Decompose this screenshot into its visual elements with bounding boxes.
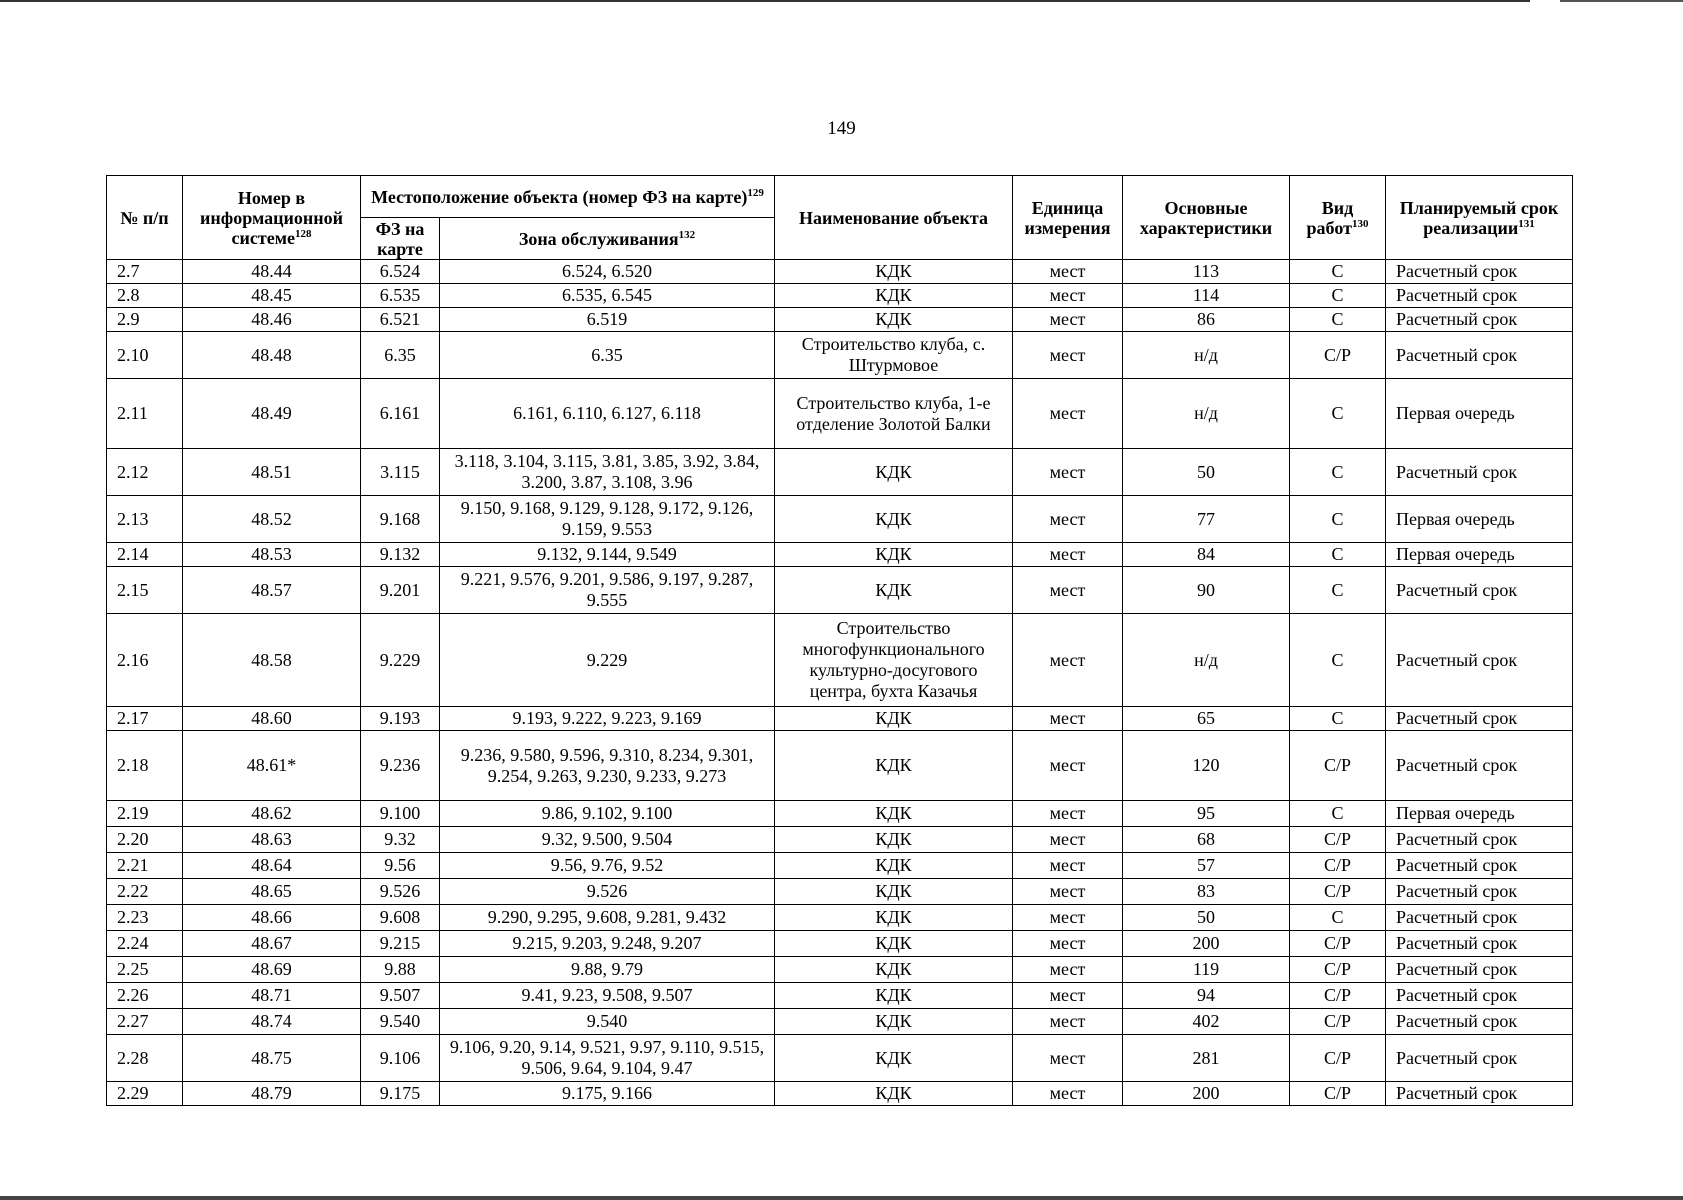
cell-num: 2.19 [107, 801, 183, 827]
cell-service-zone: 9.229 [440, 614, 775, 707]
cell-fz-on-map: 6.35 [361, 332, 440, 379]
cell-num: 2.27 [107, 1009, 183, 1035]
cell-work-type: С [1290, 449, 1386, 496]
cell-characteristics: 281 [1123, 1035, 1290, 1082]
cell-info-number: 48.63 [183, 827, 361, 853]
cell-work-type: С [1290, 707, 1386, 731]
cell-num: 2.29 [107, 1082, 183, 1106]
header-work-type-footnote: 130 [1351, 217, 1369, 230]
cell-unit: мест [1013, 707, 1123, 731]
cell-object-name: КДК [775, 731, 1013, 801]
cell-num: 2.10 [107, 332, 183, 379]
header-num: № п/п [107, 176, 183, 260]
page-number: 149 [827, 118, 856, 139]
header-location-label: Местоположение объекта (номер ФЗ на карте) [371, 186, 748, 207]
cell-service-zone: 9.193, 9.222, 9.223, 9.169 [440, 707, 775, 731]
cell-fz-on-map: 9.132 [361, 543, 440, 567]
table-row [107, 614, 1573, 707]
cell-fz-on-map: 6.521 [361, 308, 440, 332]
table-row [107, 731, 1573, 801]
cell-unit: мест [1013, 1082, 1123, 1106]
cell-info-number: 48.64 [183, 853, 361, 879]
cell-work-type: С [1290, 284, 1386, 308]
cell-fz-on-map: 9.236 [361, 731, 440, 801]
cell-fz-on-map: 9.540 [361, 1009, 440, 1035]
table-row [107, 931, 1573, 957]
cell-unit: мест [1013, 379, 1123, 449]
cell-planned-term: Расчетный срок [1386, 707, 1573, 731]
cell-num: 2.18 [107, 731, 183, 801]
header-service-zone-footnote: 132 [678, 228, 696, 241]
cell-planned-term: Расчетный срок [1386, 853, 1573, 879]
table-row [107, 1009, 1573, 1035]
cell-info-number: 48.66 [183, 905, 361, 931]
cell-fz-on-map: 6.524 [361, 260, 440, 284]
cell-info-number: 48.58 [183, 614, 361, 707]
cell-service-zone: 9.526 [440, 879, 775, 905]
cell-work-type: С [1290, 308, 1386, 332]
cell-planned-term: Первая очередь [1386, 543, 1573, 567]
cell-object-name: КДК [775, 879, 1013, 905]
cell-characteristics: 114 [1123, 284, 1290, 308]
cell-unit: мест [1013, 308, 1123, 332]
cell-unit: мест [1013, 879, 1123, 905]
cell-fz-on-map: 9.201 [361, 567, 440, 614]
cell-info-number: 48.45 [183, 284, 361, 308]
cell-unit: мест [1013, 827, 1123, 853]
cell-fz-on-map: 9.215 [361, 931, 440, 957]
table-row [107, 905, 1573, 931]
header-characteristics: Основные характеристики [1123, 176, 1290, 260]
cell-unit: мест [1013, 983, 1123, 1009]
header-location [361, 176, 775, 218]
cell-unit: мест [1013, 614, 1123, 707]
cell-unit: мест [1013, 731, 1123, 801]
cell-object-name: КДК [775, 905, 1013, 931]
cell-planned-term: Расчетный срок [1386, 731, 1573, 801]
cell-object-name: КДК [775, 1082, 1013, 1106]
cell-planned-term: Расчетный срок [1386, 449, 1573, 496]
table-row [107, 707, 1573, 731]
cell-work-type: С/Р [1290, 731, 1386, 801]
cell-num: 2.16 [107, 614, 183, 707]
cell-characteristics: 200 [1123, 931, 1290, 957]
cell-fz-on-map: 9.608 [361, 905, 440, 931]
cell-unit: мест [1013, 801, 1123, 827]
cell-characteristics: 65 [1123, 707, 1290, 731]
cell-fz-on-map: 9.507 [361, 983, 440, 1009]
cell-info-number: 48.46 [183, 308, 361, 332]
table-row [107, 879, 1573, 905]
cell-unit: мест [1013, 853, 1123, 879]
cell-num: 2.7 [107, 260, 183, 284]
cell-fz-on-map: 6.535 [361, 284, 440, 308]
cell-service-zone: 9.150, 9.168, 9.129, 9.128, 9.172, 9.126, 9.159, 9.553 [440, 496, 775, 543]
cell-service-zone: 9.290, 9.295, 9.608, 9.281, 9.432 [440, 905, 775, 931]
cell-planned-term: Расчетный срок [1386, 827, 1573, 853]
cell-planned-term: Расчетный срок [1386, 614, 1573, 707]
cell-work-type: С [1290, 801, 1386, 827]
cell-characteristics: 57 [1123, 853, 1290, 879]
header-info-number [183, 176, 361, 260]
cell-object-name: КДК [775, 284, 1013, 308]
cell-info-number: 48.49 [183, 379, 361, 449]
cell-work-type: С/Р [1290, 957, 1386, 983]
cell-characteristics: 50 [1123, 905, 1290, 931]
cell-info-number: 48.62 [183, 801, 361, 827]
cell-work-type: С/Р [1290, 931, 1386, 957]
cell-work-type: С [1290, 567, 1386, 614]
cell-info-number: 48.71 [183, 983, 361, 1009]
cell-num: 2.24 [107, 931, 183, 957]
cell-service-zone: 3.118, 3.104, 3.115, 3.81, 3.85, 3.92, 3.84, 3.200, 3.87, 3.108, 3.96 [440, 449, 775, 496]
table-row [107, 260, 1573, 284]
header-service-zone-label: Зона обслуживания [518, 228, 679, 249]
cell-object-name: КДК [775, 931, 1013, 957]
cell-work-type: С/Р [1290, 827, 1386, 853]
table-row [107, 853, 1573, 879]
cell-work-type: С/Р [1290, 1082, 1386, 1106]
header-service-zone [440, 218, 775, 260]
cell-object-name: КДК [775, 801, 1013, 827]
cell-service-zone: 6.35 [440, 332, 775, 379]
cell-service-zone: 6.524, 6.520 [440, 260, 775, 284]
cell-planned-term: Расчетный срок [1386, 931, 1573, 957]
cell-object-name: КДК [775, 853, 1013, 879]
bottom-scan-edge [0, 1196, 1683, 1200]
cell-info-number: 48.61* [183, 731, 361, 801]
cell-service-zone: 6.535, 6.545 [440, 284, 775, 308]
cell-fz-on-map: 9.168 [361, 496, 440, 543]
cell-info-number: 48.48 [183, 332, 361, 379]
cell-planned-term: Расчетный срок [1386, 332, 1573, 379]
cell-characteristics: 120 [1123, 731, 1290, 801]
cell-num: 2.22 [107, 879, 183, 905]
cell-object-name: КДК [775, 260, 1013, 284]
cell-info-number: 48.52 [183, 496, 361, 543]
cell-object-name: КДК [775, 957, 1013, 983]
cell-service-zone: 9.106, 9.20, 9.14, 9.521, 9.97, 9.110, 9.515, 9.506, 9.64, 9.104, 9.47 [440, 1035, 775, 1082]
cell-work-type: С [1290, 379, 1386, 449]
cell-num: 2.9 [107, 308, 183, 332]
cell-num: 2.11 [107, 379, 183, 449]
table-row [107, 308, 1573, 332]
cell-num: 2.25 [107, 957, 183, 983]
cell-work-type: С/Р [1290, 332, 1386, 379]
cell-characteristics: н/д [1123, 379, 1290, 449]
cell-object-name: Строительство клуба, с. Штурмовое [775, 332, 1013, 379]
cell-num: 2.14 [107, 543, 183, 567]
header-planned-term-footnote: 131 [1518, 217, 1535, 230]
cell-planned-term: Расчетный срок [1386, 957, 1573, 983]
cell-num: 2.8 [107, 284, 183, 308]
cell-object-name: КДК [775, 496, 1013, 543]
objects-table [106, 175, 1573, 1106]
cell-service-zone: 9.56, 9.76, 9.52 [440, 853, 775, 879]
cell-planned-term: Первая очередь [1386, 496, 1573, 543]
cell-work-type: С/Р [1290, 1035, 1386, 1082]
cell-characteristics: 77 [1123, 496, 1290, 543]
top-scan-edge [0, 0, 1530, 2]
cell-object-name: КДК [775, 567, 1013, 614]
cell-characteristics: н/д [1123, 332, 1290, 379]
cell-characteristics: н/д [1123, 614, 1290, 707]
table-row [107, 332, 1573, 379]
cell-service-zone: 9.221, 9.576, 9.201, 9.586, 9.197, 9.287, 9.555 [440, 567, 775, 614]
cell-service-zone: 9.175, 9.166 [440, 1082, 775, 1106]
cell-fz-on-map: 9.32 [361, 827, 440, 853]
cell-service-zone: 6.519 [440, 308, 775, 332]
cell-object-name: КДК [775, 983, 1013, 1009]
cell-characteristics: 84 [1123, 543, 1290, 567]
cell-object-name: Строительство клуба, 1-е отделение Золотой Балки [775, 379, 1013, 449]
cell-characteristics: 83 [1123, 879, 1290, 905]
cell-num: 2.28 [107, 1035, 183, 1082]
cell-planned-term: Расчетный срок [1386, 308, 1573, 332]
cell-work-type: С/Р [1290, 879, 1386, 905]
header-object-name: Наименование объекта [775, 176, 1013, 260]
cell-info-number: 48.74 [183, 1009, 361, 1035]
cell-service-zone: 9.540 [440, 1009, 775, 1035]
cell-unit: мест [1013, 543, 1123, 567]
table-header [107, 176, 1573, 260]
cell-service-zone: 6.161, 6.110, 6.127, 6.118 [440, 379, 775, 449]
cell-object-name: КДК [775, 1035, 1013, 1082]
header-info-number-footnote: 128 [294, 227, 312, 240]
cell-characteristics: 90 [1123, 567, 1290, 614]
cell-planned-term: Расчетный срок [1386, 260, 1573, 284]
table-row [107, 567, 1573, 614]
top-scan-edge-right [1560, 0, 1683, 2]
cell-fz-on-map: 9.100 [361, 801, 440, 827]
cell-work-type: С/Р [1290, 1009, 1386, 1035]
cell-unit: мест [1013, 260, 1123, 284]
cell-info-number: 48.67 [183, 931, 361, 957]
cell-num: 2.13 [107, 496, 183, 543]
cell-num: 2.26 [107, 983, 183, 1009]
cell-fz-on-map: 9.193 [361, 707, 440, 731]
cell-object-name: КДК [775, 308, 1013, 332]
cell-characteristics: 200 [1123, 1082, 1290, 1106]
cell-info-number: 48.51 [183, 449, 361, 496]
cell-info-number: 48.75 [183, 1035, 361, 1082]
cell-num: 2.23 [107, 905, 183, 931]
cell-info-number: 48.57 [183, 567, 361, 614]
table-row [107, 496, 1573, 543]
cell-object-name: КДК [775, 827, 1013, 853]
cell-object-name: Строительство многофункционального культурно-досугового центра, бухта Казачья [775, 614, 1013, 707]
cell-object-name: КДК [775, 449, 1013, 496]
cell-fz-on-map: 9.175 [361, 1082, 440, 1106]
cell-characteristics: 86 [1123, 308, 1290, 332]
table-row [107, 827, 1573, 853]
cell-info-number: 48.65 [183, 879, 361, 905]
cell-planned-term: Первая очередь [1386, 379, 1573, 449]
cell-service-zone: 9.215, 9.203, 9.248, 9.207 [440, 931, 775, 957]
header-location-footnote: 129 [747, 186, 764, 199]
header-fz-on-map: ФЗ на карте [361, 218, 440, 260]
cell-service-zone: 9.88, 9.79 [440, 957, 775, 983]
cell-characteristics: 94 [1123, 983, 1290, 1009]
table-row [107, 983, 1573, 1009]
cell-characteristics: 95 [1123, 801, 1290, 827]
cell-work-type: С [1290, 614, 1386, 707]
table-row [107, 1082, 1573, 1106]
header-planned-term-label: Планируемый срок реализации [1399, 197, 1559, 238]
cell-unit: мест [1013, 496, 1123, 543]
header-work-type-label: Вид работ [1306, 197, 1354, 238]
header-unit: Единица измерения [1013, 176, 1123, 260]
cell-planned-term: Расчетный срок [1386, 1082, 1573, 1106]
table-row [107, 801, 1573, 827]
table-row [107, 379, 1573, 449]
cell-fz-on-map: 6.161 [361, 379, 440, 449]
table-row [107, 284, 1573, 308]
cell-planned-term: Расчетный срок [1386, 567, 1573, 614]
cell-work-type: С [1290, 260, 1386, 284]
cell-planned-term: Первая очередь [1386, 801, 1573, 827]
cell-num: 2.21 [107, 853, 183, 879]
table-body [107, 260, 1573, 1106]
cell-characteristics: 119 [1123, 957, 1290, 983]
cell-work-type: С [1290, 905, 1386, 931]
table-row [107, 1035, 1573, 1082]
cell-fz-on-map: 9.88 [361, 957, 440, 983]
cell-service-zone: 9.32, 9.500, 9.504 [440, 827, 775, 853]
cell-unit: мест [1013, 905, 1123, 931]
cell-fz-on-map: 3.115 [361, 449, 440, 496]
cell-characteristics: 50 [1123, 449, 1290, 496]
cell-info-number: 48.53 [183, 543, 361, 567]
cell-work-type: С [1290, 496, 1386, 543]
table-row [107, 957, 1573, 983]
cell-num: 2.17 [107, 707, 183, 731]
cell-fz-on-map: 9.229 [361, 614, 440, 707]
cell-unit: мест [1013, 957, 1123, 983]
cell-object-name: КДК [775, 1009, 1013, 1035]
cell-planned-term: Расчетный срок [1386, 1035, 1573, 1082]
table-row [107, 543, 1573, 567]
cell-info-number: 48.69 [183, 957, 361, 983]
cell-service-zone: 9.236, 9.580, 9.596, 9.310, 8.234, 9.301, 9.254, 9.263, 9.230, 9.233, 9.273 [440, 731, 775, 801]
cell-fz-on-map: 9.56 [361, 853, 440, 879]
cell-service-zone: 9.41, 9.23, 9.508, 9.507 [440, 983, 775, 1009]
cell-object-name: КДК [775, 707, 1013, 731]
cell-work-type: С [1290, 543, 1386, 567]
cell-unit: мест [1013, 332, 1123, 379]
cell-planned-term: Расчетный срок [1386, 879, 1573, 905]
cell-unit: мест [1013, 449, 1123, 496]
cell-unit: мест [1013, 1009, 1123, 1035]
cell-service-zone: 9.132, 9.144, 9.549 [440, 543, 775, 567]
cell-info-number: 48.60 [183, 707, 361, 731]
cell-num: 2.15 [107, 567, 183, 614]
cell-service-zone: 9.86, 9.102, 9.100 [440, 801, 775, 827]
cell-work-type: С/Р [1290, 853, 1386, 879]
cell-planned-term: Расчетный срок [1386, 284, 1573, 308]
cell-characteristics: 402 [1123, 1009, 1290, 1035]
cell-num: 2.12 [107, 449, 183, 496]
cell-planned-term: Расчетный срок [1386, 983, 1573, 1009]
cell-planned-term: Расчетный срок [1386, 905, 1573, 931]
cell-unit: мест [1013, 1035, 1123, 1082]
cell-fz-on-map: 9.526 [361, 879, 440, 905]
cell-unit: мест [1013, 931, 1123, 957]
cell-work-type: С/Р [1290, 983, 1386, 1009]
cell-planned-term: Расчетный срок [1386, 1009, 1573, 1035]
cell-characteristics: 113 [1123, 260, 1290, 284]
cell-info-number: 48.44 [183, 260, 361, 284]
table-row [107, 449, 1573, 496]
cell-fz-on-map: 9.106 [361, 1035, 440, 1082]
cell-unit: мест [1013, 567, 1123, 614]
cell-info-number: 48.79 [183, 1082, 361, 1106]
cell-num: 2.20 [107, 827, 183, 853]
cell-characteristics: 68 [1123, 827, 1290, 853]
cell-object-name: КДК [775, 543, 1013, 567]
header-work-type [1290, 176, 1386, 260]
header-info-number-label: Номер в информационной системе [200, 187, 343, 248]
cell-unit: мест [1013, 284, 1123, 308]
header-planned-term [1386, 176, 1573, 260]
